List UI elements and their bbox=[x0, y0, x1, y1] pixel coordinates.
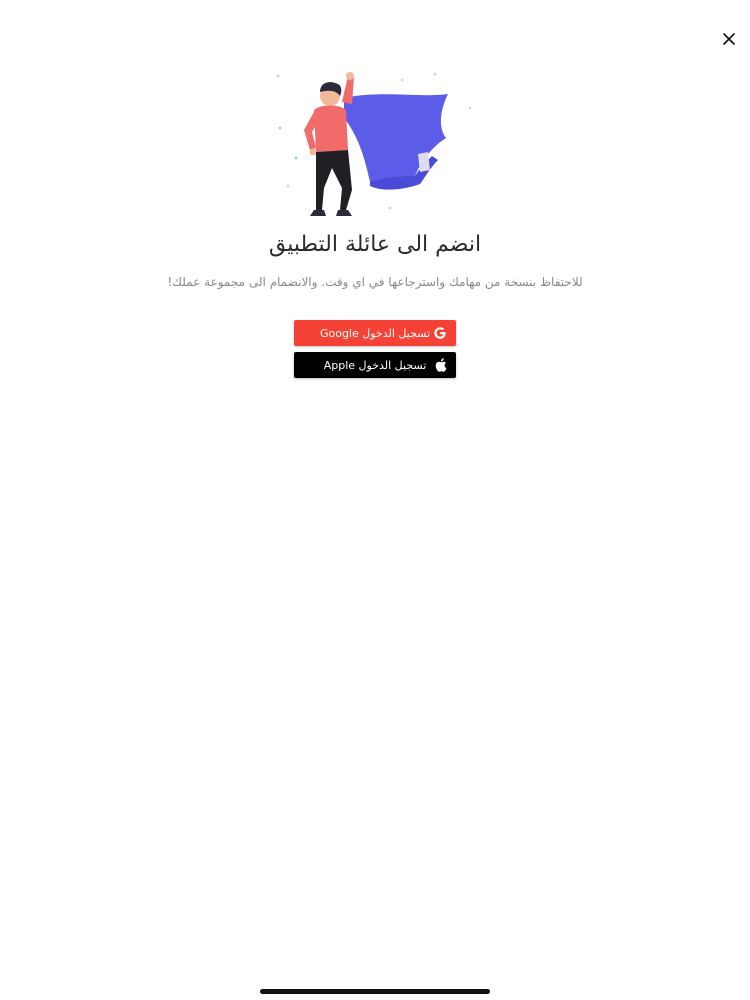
apple-sign-in-label: تسجيل الدخول Apple bbox=[323, 358, 427, 372]
apple-sign-in-button[interactable] bbox=[294, 352, 456, 378]
google-sign-in-button[interactable] bbox=[294, 320, 456, 346]
close-button[interactable] bbox=[714, 26, 744, 52]
google-icon bbox=[432, 325, 448, 341]
apple-icon bbox=[432, 357, 448, 373]
hero-illustration bbox=[270, 68, 484, 224]
page-title: انضم الى عائلة التطبيق bbox=[268, 232, 482, 257]
close-icon bbox=[723, 33, 735, 45]
superhero-illustration bbox=[270, 68, 484, 224]
page-subtitle: للاحتفاظ بنسخة من مهامك واسترجاعها في اي وقت. والانضمام الى مجموعة عملك! bbox=[167, 275, 583, 289]
google-sign-in-label: تسجيل الدخول Google bbox=[319, 326, 431, 340]
home-indicator[interactable] bbox=[260, 989, 490, 994]
